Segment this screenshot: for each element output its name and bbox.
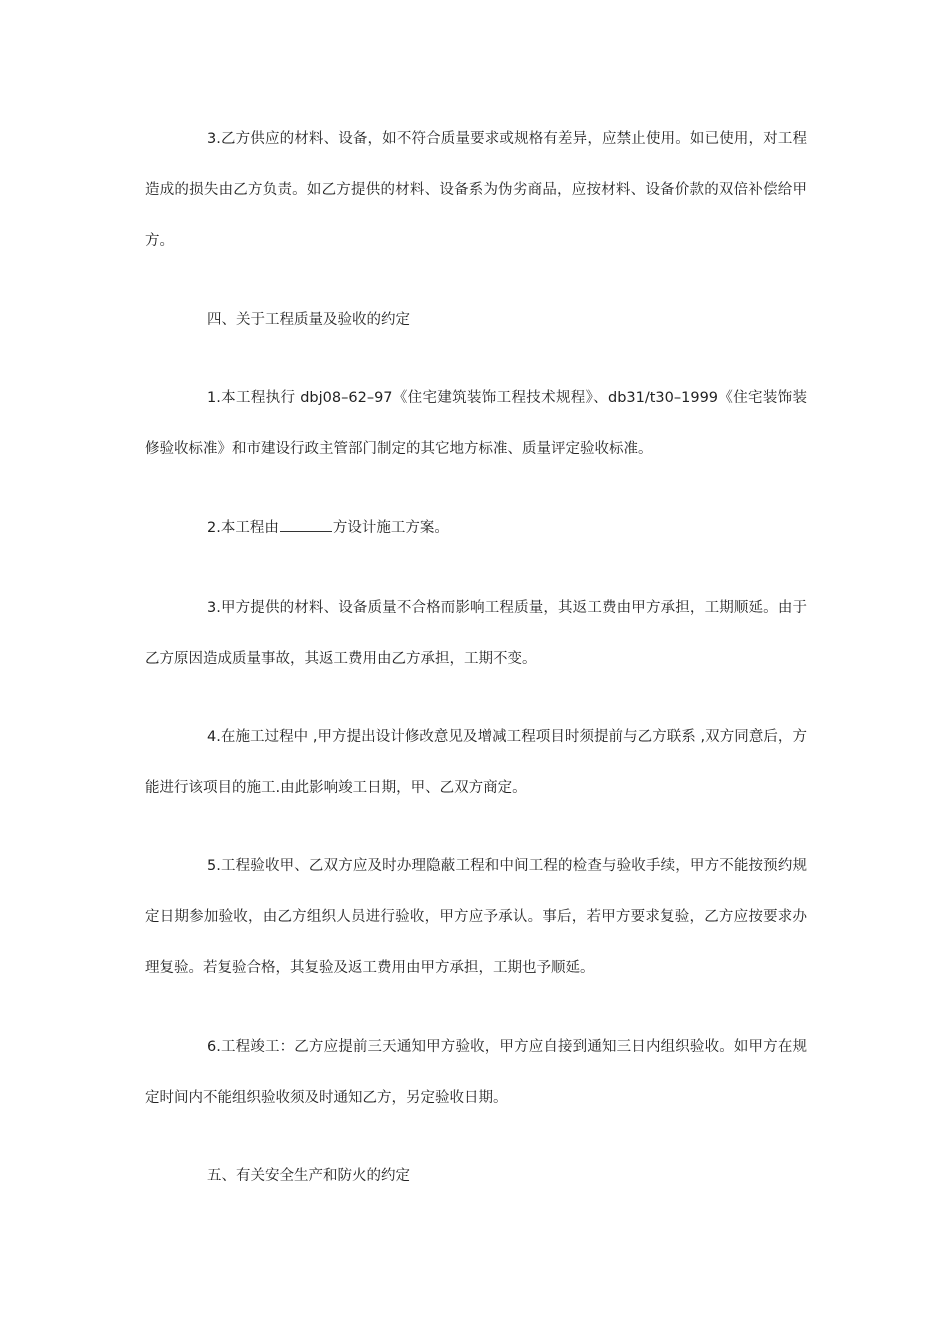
design-party-text-after: 方设计施工方案。 xyxy=(332,520,449,536)
paragraph-design-changes: 4.在施工过程中 ,甲方提出设计修改意见及增减工程项目时须提前与乙方联系 ,双方同意后，方能进行该项目的施工.由此影响竣工日期，甲、乙双方商定。 xyxy=(145,729,807,796)
paragraph-design-party xyxy=(145,503,807,554)
paragraph-rework-cost: 3.甲方提供的材料、设备质量不合格而影响工程质量，其返工费由甲方承担，工期顺延。由于乙方原因造成质量事故，其返工费用由乙方承担，工期不变。 xyxy=(145,600,807,667)
design-party-text-before: 2.本工程由 xyxy=(207,520,279,536)
paragraph-standards: 1.本工程执行 dbj08–62–97《住宅建筑装饰工程技术规程》、db31/t30–1999《住宅装饰装修验收标准》和市建设行政主管部门制定的其它地方标准、质量评定验收标准。 xyxy=(145,390,807,457)
paragraph-material-supply: 3.乙方供应的材料、设备，如不符合质量要求或规格有差异，应禁止使用。如已使用，对工程造成的损失由乙方负责。如乙方提供的材料、设备系为伪劣商品，应按材料、设备价款的双倍补偿给甲方。 xyxy=(145,131,807,249)
paragraph-inspection: 5.工程验收甲、乙双方应及时办理隐蔽工程和中间工程的检查与验收手续，甲方不能按预约规定日期参加验收，由乙方组织人员进行验收，甲方应予承认。事后，若甲方要求复验，乙方应按要求办理复验。若复验合格，其复验及返工费用由甲方承担，工期也予顺延。 xyxy=(145,858,807,976)
section-heading-safety-fire: 五、有关安全生产和防火的约定 xyxy=(207,1168,410,1184)
design-party-blank-line xyxy=(280,517,332,533)
section-heading-quality-acceptance: 四、关于工程质量及验收的约定 xyxy=(207,312,410,328)
paragraph-completion: 6.工程竣工：乙方应提前三天通知甲方验收，甲方应自接到通知三日内组织验收。如甲方在规定时间内不能组织验收须及时通知乙方，另定验收日期。 xyxy=(145,1039,807,1106)
